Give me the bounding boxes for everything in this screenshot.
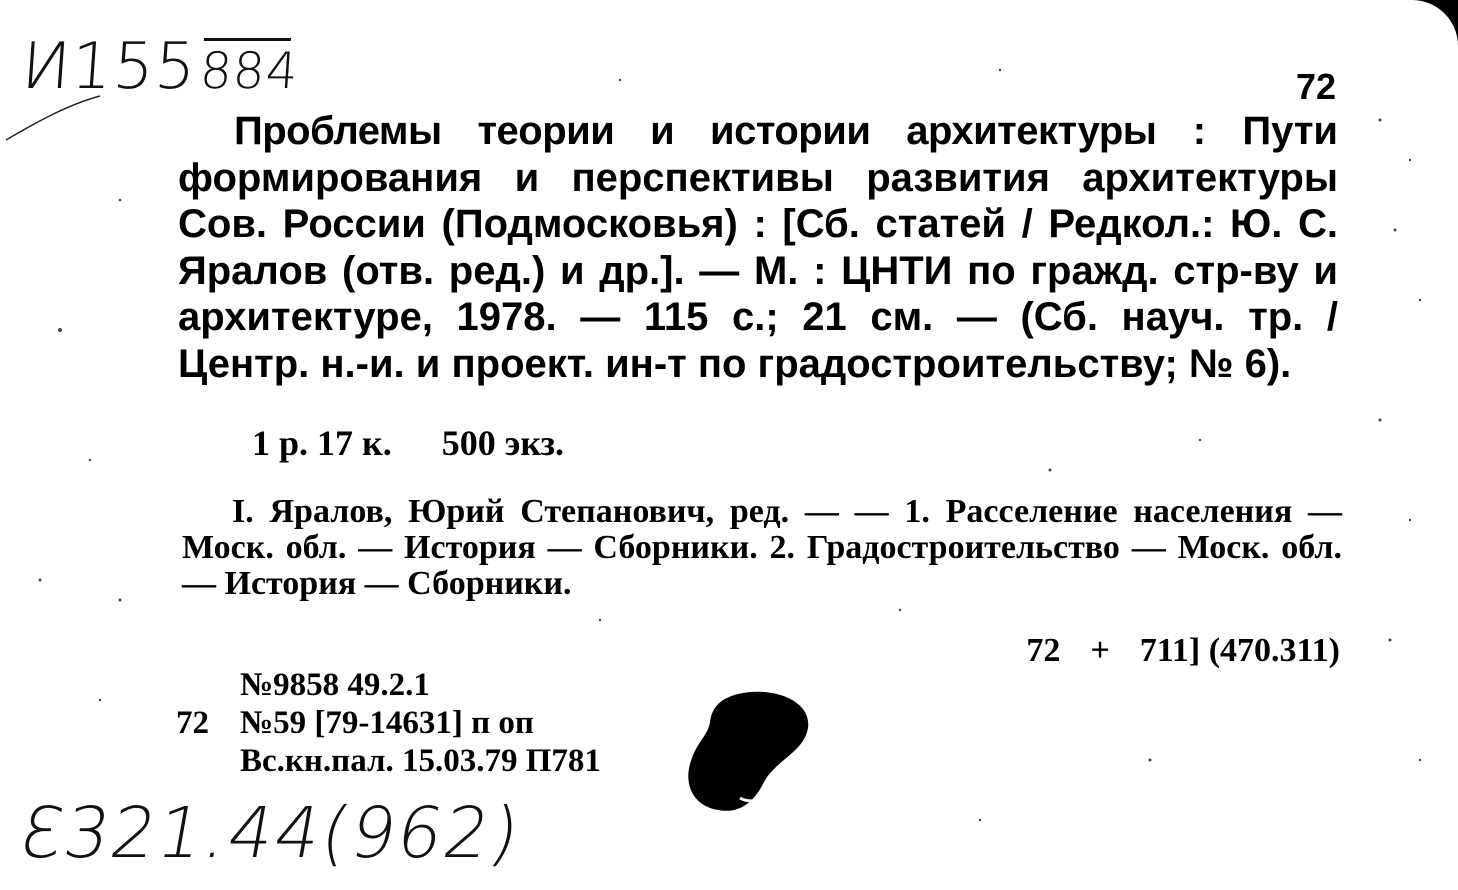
imprint-line-3: Вс.кн.пал. 15.03.79 П781 bbox=[240, 743, 601, 779]
handwritten-shelfmark-prefix: И155 bbox=[19, 30, 200, 104]
classification-separator: + bbox=[1090, 632, 1110, 669]
ink-blot-mark bbox=[680, 686, 820, 816]
imprint-line-1: №9858 49.2.1 bbox=[240, 667, 430, 703]
classification-right: 711] (470.311) bbox=[1139, 632, 1340, 669]
price-line bbox=[252, 422, 564, 464]
imprint-block bbox=[176, 666, 601, 780]
imprint-row-3 bbox=[176, 742, 601, 780]
imprint-row-1 bbox=[176, 666, 601, 704]
print-run: 500 экз. bbox=[441, 423, 565, 463]
subject-entries: I. Яралов, Юрий Степанович, ред. — — 1. Расселение населения — Моск. обл. — История — Сборники. 2. Градостроительство — Моск. обл. — История — Сборники. bbox=[182, 493, 1342, 602]
handwritten-shelfmark bbox=[19, 30, 301, 104]
handwritten-classmark: Ɛ321.44(962) bbox=[14, 792, 528, 874]
classification-left: 72 bbox=[1026, 632, 1061, 669]
imprint-lead: 72 bbox=[176, 705, 209, 741]
handwritten-shelfmark-denominator: 884 bbox=[198, 42, 301, 100]
imprint-line-2: №59 [79-14631] п оп bbox=[240, 705, 534, 741]
classification-index bbox=[1026, 632, 1340, 670]
price: 1 р. 17 к. bbox=[252, 423, 392, 463]
card-number: 72 bbox=[1295, 66, 1336, 107]
bibliographic-description bbox=[178, 108, 1338, 387]
book-title: Проблемы теории и истории архитектуры bbox=[234, 109, 1157, 153]
imprint-row-2 bbox=[176, 704, 601, 742]
description-body: : Пути формирования и перспективы развития архитектуры Сов. России (Подмосковья) : [Сб. статей / Редкол.: Ю. С. Яралов (отв. ред.) и др.]. — М. : ЦНТИ по гражд. стр-ву и архитектуре, 1978. — 115 с.; 21 см. — (Сб. науч. тр. / Центр. н.-и. и проект. ин-т по градостроительству; № 6). bbox=[178, 109, 1338, 386]
